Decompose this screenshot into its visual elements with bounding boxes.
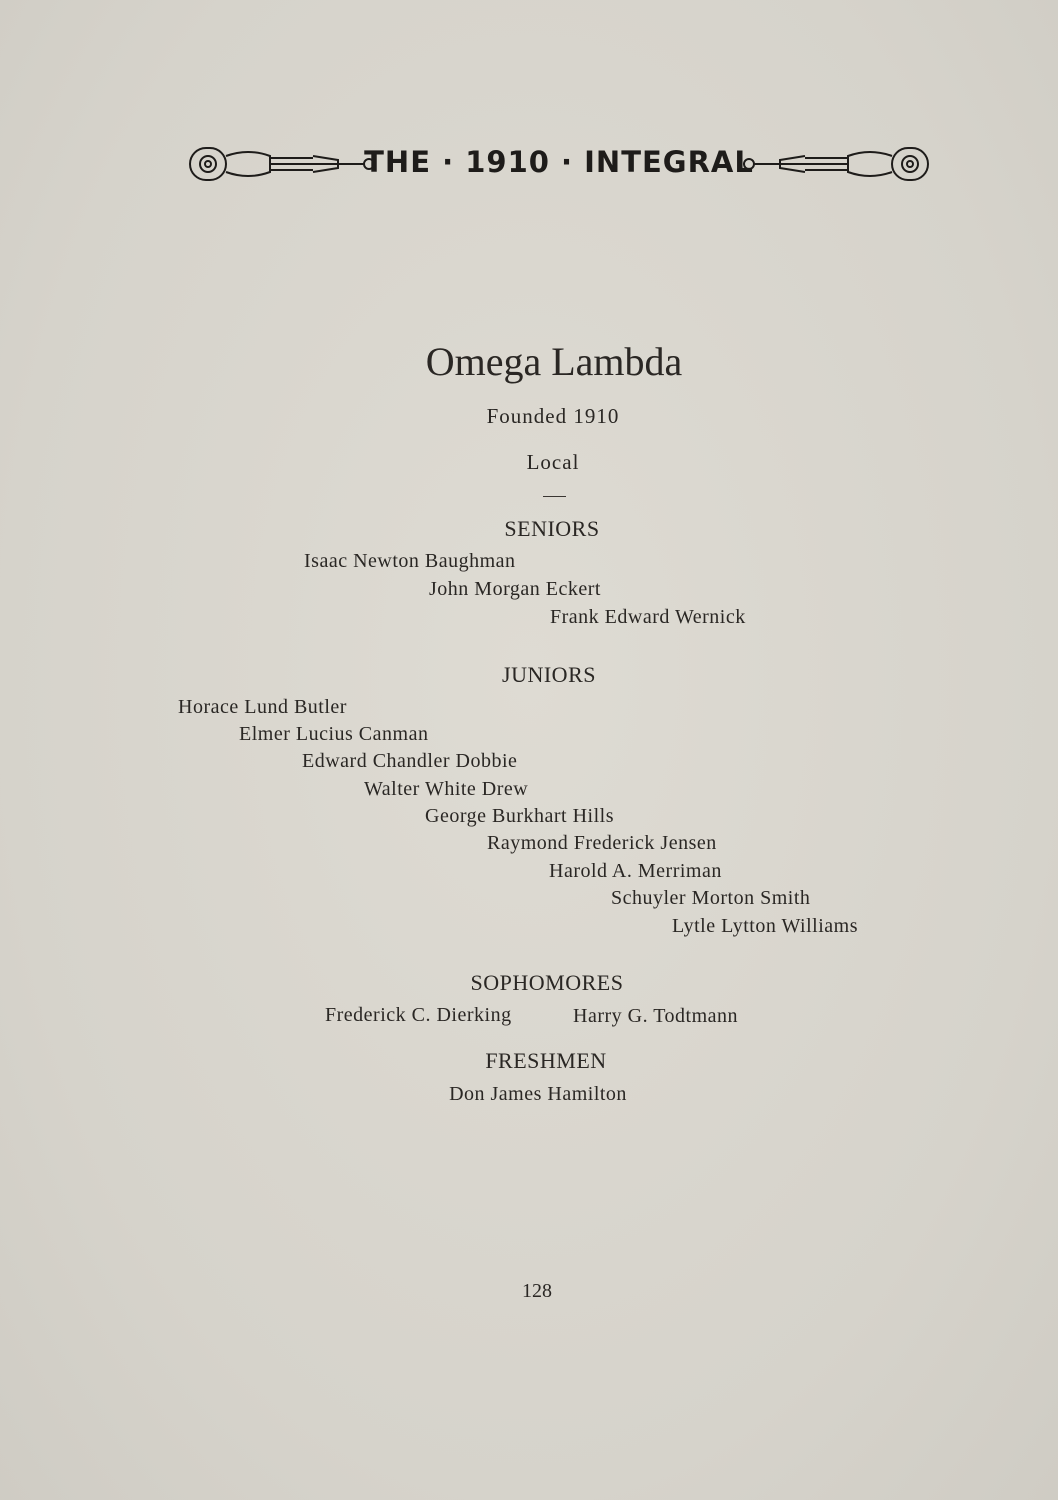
junior-member: Raymond Frederick Jensen	[487, 832, 717, 854]
seniors-heading: SENIORS	[504, 516, 600, 541]
junior-member: Schuyler Morton Smith	[611, 887, 811, 909]
chapter-name: Omega Lambda	[425, 339, 683, 384]
senior-member: Frank Edward Wernick	[550, 606, 746, 628]
divider-dash	[543, 496, 566, 497]
junior-member: Harold A. Merriman	[549, 860, 722, 882]
senior-member: John Morgan Eckert	[429, 578, 601, 600]
senior-member: Isaac Newton Baughman	[304, 550, 516, 572]
sophomores-heading: SOPHOMORES	[470, 970, 624, 995]
right-ornament-icon	[740, 144, 930, 184]
header-title: THE · 1910 · INTEGRAL	[364, 145, 754, 179]
junior-member: Edward Chandler Dobbie	[302, 750, 518, 772]
chapter-type: Local	[526, 450, 580, 474]
junior-member: Walter White Drew	[364, 778, 529, 800]
founded-line: Founded 1910	[486, 404, 620, 428]
juniors-heading: JUNIORS	[502, 662, 596, 687]
junior-member: George Burkhart Hills	[425, 805, 614, 827]
sophomore-member: Frederick C. Dierking	[325, 1004, 512, 1026]
freshmen-heading: FRESHMEN	[485, 1048, 607, 1073]
junior-member: Elmer Lucius Canman	[239, 723, 429, 745]
running-header	[188, 140, 930, 188]
junior-member: Horace Lund Butler	[178, 696, 347, 718]
junior-member: Lytle Lytton Williams	[672, 915, 858, 937]
sophomore-member: Harry G. Todtmann	[573, 1005, 739, 1027]
page-number: 128	[522, 1280, 552, 1302]
freshman-member: Don James Hamilton	[449, 1083, 627, 1105]
